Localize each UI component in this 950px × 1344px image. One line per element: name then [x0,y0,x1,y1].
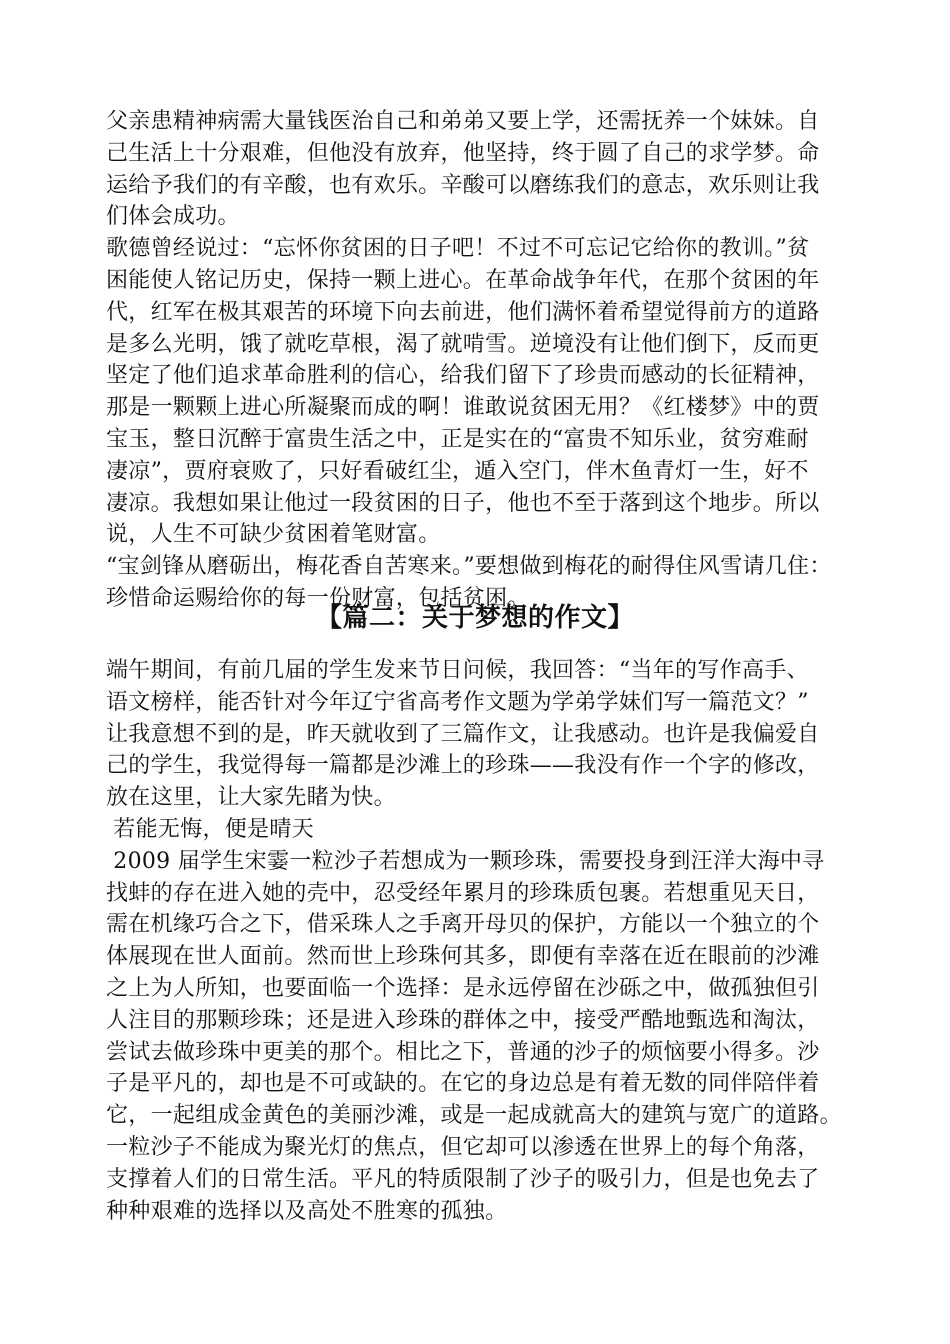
text-line: 歌德曾经说过：“忘怀你贫困的日子吧！不过不可忘记它给你的教训。”贫 [106,236,810,262]
essay-section-two [106,655,866,1227]
text-line: 是多么光明，饿了就吃草根，渴了就啃雪。逆境没有让他们倒下，反而更 [106,331,820,357]
text-line: 语文榜样，能否针对今年辽宁省高考作文题为学弟学妹们写一篇范文？” [106,689,809,715]
text-line: “宝剑锋从磨砺出，梅花香自苦寒来。”要想做到梅花的耐得住风雪请几住： [106,554,832,580]
text-line: 凄凉”，贾府衰败了，只好看破红尘，遁入空门，伴木鱼青灯一生，好不 [106,458,809,484]
text-line: 找蚌的存在进入她的壳中，忍受经年累月的珍珠质包裹。若想重见天日， [106,880,820,906]
text-line: 说，人生不可缺少贫困着笔财富。 [106,522,441,548]
text-line: 己生活上十分艰难，但他没有放弃，他坚持，终于圆了自己的求学梦。命 [106,140,820,166]
text-line: 父亲患精神病需大量钱医治自己和弟弟又要上学，还需抚养一个妹妹。自 [106,109,820,134]
text-line: 珍惜命运赐给你的每一份财富，包括贫困。 [106,585,530,611]
text-line: 种种艰难的选择以及高处不胜寒的孤独。 [106,1198,508,1224]
essay-section-one [106,106,866,615]
text-line: 凄凉。我想如果让他过一段贫困的日子，他也不至于落到这个地步。所以 [106,490,820,516]
text-line: 运给予我们的有辛酸，也有欢乐。辛酸可以磨练我们的意志，欢乐则让我 [106,172,820,198]
section-heading: 【篇二：关于梦想的作文】 [315,603,634,633]
text-line: 己的学生，我觉得每一篇都是沙滩上的珍珠——我没有作一个字的修改， [106,753,820,779]
text-line: 代，红军在极其艰苦的环境下向去前进，他们满怀着希望觉得前方的道路 [106,299,820,325]
text-line: 人注目的那颗珍珠；还是进入珍珠的群体之中，接受严酷地甄选和淘汰， [106,1007,820,1033]
text-line: 让我意想不到的是，昨天就收到了三篇作文，让我感动。也许是我偏爱自 [106,721,820,747]
text-line: 们体会成功。 [106,204,240,230]
essay-title: 若能无悔，便是晴天 [106,816,314,842]
text-line: 困能使人铭记历史，保持一颗上进心。在革命战争年代，在那个贫困的年 [106,267,820,293]
text-line: 宝玉，整日沉醉于富贵生活之中，正是实在的“富贵不知乐业，贫穷难耐 [106,426,809,452]
text-line: 之上为人所知，也要面临一个选择：是永远停留在沙砾之中，做孤独但引 [106,975,820,1001]
text-line: 放在这里，让大家先睹为快。 [106,785,396,811]
text-line: 坚定了他们追求革命胜利的信心，给我们留下了珍贵而感动的长征精神， [106,363,820,389]
text-line: 一粒沙子不能成为聚光灯的焦点，但它却可以渗透在世界上的每个角落， [106,1134,820,1160]
text-line: 尝试去做珍珠中更美的那个。相比之下，普通的沙子的烦恼要小得多。沙 [106,1039,820,1065]
text-line: 子是平凡的，却也是不可或缺的。在它的身边总是有着无数的同伴陪伴着 [106,1071,820,1097]
text-line: 需在机缘巧合之下，借采珠人之手离开母贝的保护，方能以一个独立的个 [106,912,820,938]
text-line: 那是一颗颗上进心所凝聚而成的啊！谁敢说贫困无用？《红楼梦》中的贾 [106,395,820,421]
text-line: 支撑着人们的日常生活。平凡的特质限制了沙子的吸引力，但是也免去了 [106,1166,820,1192]
text-line: 2009 届学生宋霎一粒沙子若想成为一颗珍珠，需要投身到汪洋大海中寻 [106,848,825,874]
text-line: 体展现在世人面前。然而世上珍珠何其多，即便有幸落在近在眼前的沙滩 [106,944,820,970]
text-line: 端午期间，有前几届的学生发来节日问候，我回答：“当年的写作高手、 [106,658,809,683]
text-line: 它，一起组成金黄色的美丽沙滩，或是一起成就高大的建筑与宽广的道路。 [106,1103,842,1129]
